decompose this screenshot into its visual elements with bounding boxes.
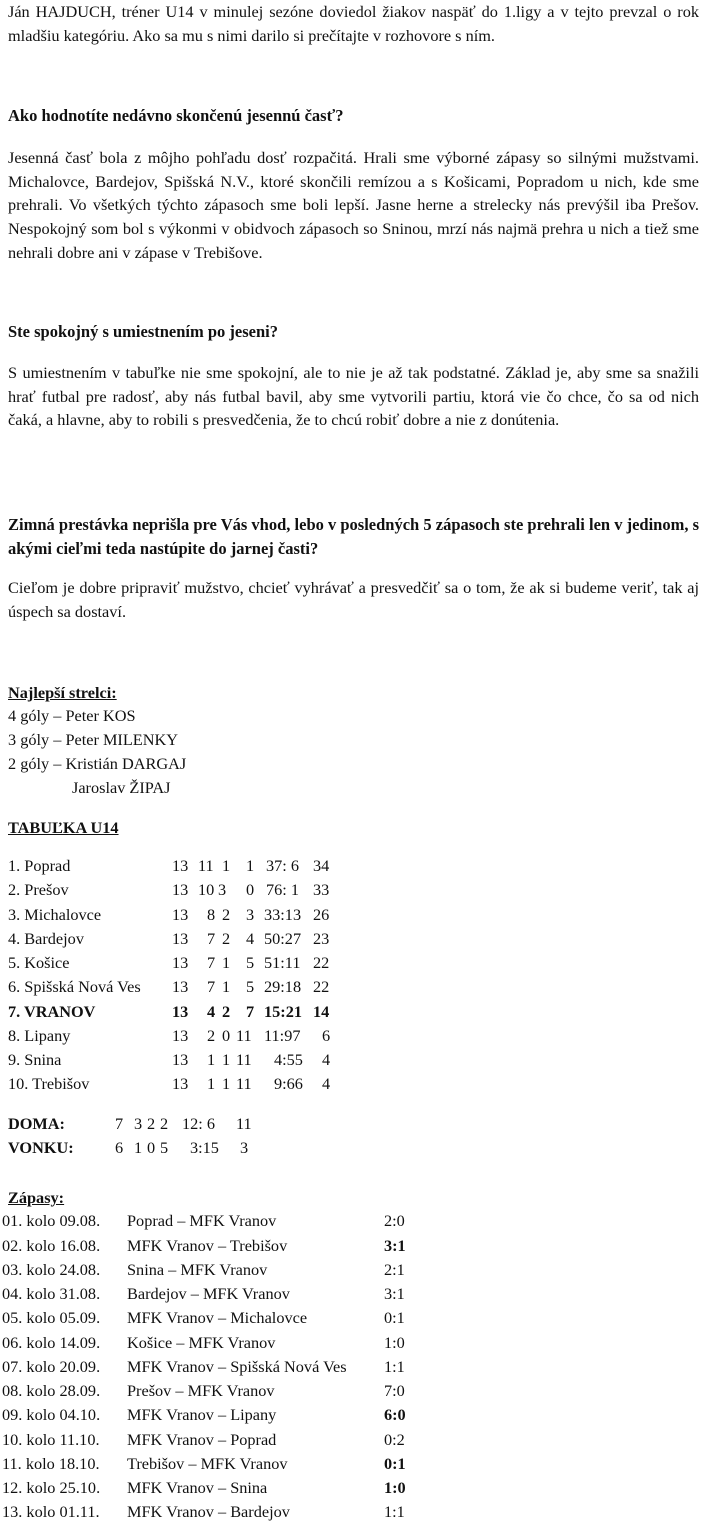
- points: 3: [240, 1138, 249, 1157]
- match-round: 12. kolo 25.10.: [2, 1478, 101, 1497]
- goal-score: 3:15: [190, 1138, 219, 1157]
- draws: 2: [147, 1114, 156, 1133]
- goal-score: 12: 6: [182, 1114, 216, 1133]
- team-name: 10. Trebišov: [8, 1074, 90, 1093]
- draws: 2: [222, 929, 231, 948]
- match-fixture: MFK Vranov – Trebišov: [127, 1236, 288, 1255]
- away-label: VONKU:: [8, 1138, 74, 1157]
- wins: 1: [207, 1050, 216, 1069]
- answer-1: Jesenná časť bola z môjho pohľadu dosť rozpačitá. Hrali sme výborné zápasy so silnými mužstvami. Michalovce, Bardejov, Spišská N.V., ktoré skončili remízou a s Košicami, Popradom u nich, kde sme prehrali. Vo všetkých týchto zápasoch sme boli lepší. Jasne herne a strelecky nás prevýšil iba Prešov. Nespokojný som bol s výkonmi v obidvoch zápasoch so Sninou, mrzí nás najmä prehra u nich a tiež sme nehrali dobre ani v zápase v Trebišove.: [8, 148, 699, 262]
- table-title: TABUĽKA U14: [8, 818, 119, 837]
- match-round: 05. kolo 05.09.: [2, 1308, 101, 1327]
- losses: 5: [246, 953, 255, 972]
- draws: 0: [147, 1138, 156, 1157]
- draws: 1: [222, 953, 231, 972]
- games-played: 13: [172, 1074, 189, 1093]
- scorer-line: Jaroslav ŽIPAJ: [72, 778, 171, 797]
- team-name: 1. Poprad: [8, 856, 71, 875]
- scorer-line: 2 góly – Kristián DARGAJ: [8, 754, 187, 773]
- draws: 1: [222, 1074, 231, 1093]
- match-result: 0:1: [384, 1454, 406, 1473]
- wins: 11: [198, 856, 214, 875]
- match-round: 08. kolo 28.09.: [2, 1381, 101, 1400]
- points: 22: [313, 953, 330, 972]
- losses: 5: [160, 1138, 169, 1157]
- wins: 7: [207, 953, 216, 972]
- match-round: 07. kolo 20.09.: [2, 1357, 101, 1376]
- match-round: 01. kolo 09.08.: [2, 1211, 101, 1230]
- goal-score: 4:55: [274, 1050, 303, 1069]
- draws: 0: [222, 1026, 231, 1045]
- scorers-title: Najlepší strelci:: [8, 683, 117, 702]
- match-fixture: Košice – MFK Vranov: [127, 1333, 276, 1352]
- losses: 4: [246, 929, 255, 948]
- team-name: 5. Košice: [8, 953, 70, 972]
- games-played: 6: [115, 1138, 124, 1157]
- goal-score: 15:21: [264, 1002, 302, 1021]
- losses: 5: [246, 977, 255, 996]
- team-name: 8. Lipany: [8, 1026, 71, 1045]
- draws: 1: [222, 1050, 231, 1069]
- games-played: 13: [172, 953, 189, 972]
- match-result: 0:2: [384, 1430, 405, 1449]
- goal-score: 29:18: [264, 977, 302, 996]
- wins: 3: [134, 1114, 143, 1133]
- points: 4: [322, 1050, 331, 1069]
- points: 34: [313, 856, 330, 875]
- match-fixture: Poprad – MFK Vranov: [127, 1211, 277, 1230]
- team-name: 9. Snina: [8, 1050, 62, 1069]
- match-fixture: Prešov – MFK Vranov: [127, 1381, 275, 1400]
- match-fixture: Trebišov – MFK Vranov: [127, 1454, 288, 1473]
- question-2: Ste spokojný s umiestnením po jeseni?: [8, 322, 278, 341]
- match-round: 03. kolo 24.08.: [2, 1260, 101, 1279]
- team-name: 6. Spišská Nová Ves: [8, 977, 141, 996]
- home-label: DOMA:: [8, 1114, 65, 1133]
- goal-score: 37: 6: [266, 856, 300, 875]
- wins: 10: [198, 880, 215, 899]
- games-played: 13: [172, 856, 189, 875]
- goal-score: 11:97: [264, 1026, 301, 1045]
- match-round: 06. kolo 14.09.: [2, 1333, 101, 1352]
- match-result: 3:1: [384, 1236, 406, 1255]
- team-name: 3. Michalovce: [8, 905, 102, 924]
- answer-2: S umiestnením v tabuľke nie sme spokojní, ale to nie je až tak podstatné. Základ je, aby sme sa snažili hrať futbal pre radosť, aby nás futbal bavil, aby sme vytvorili partiu, ktorá vie čo chce, čo sa od nich čaká, a hlavne, aby to robili s presvedčenia, že to chcú robiť dobre a nie z donútenia.: [8, 363, 699, 430]
- losses: 7: [246, 1002, 255, 1021]
- wins: 7: [207, 929, 216, 948]
- losses: 11: [236, 1050, 252, 1069]
- wins: 8: [207, 905, 216, 924]
- games-played: 13: [172, 1050, 189, 1069]
- match-round: 10. kolo 11.10.: [2, 1430, 100, 1449]
- draws: 3: [218, 880, 227, 899]
- match-fixture: MFK Vranov – Spišská Nová Ves: [127, 1357, 347, 1376]
- wins: 1: [134, 1138, 143, 1157]
- games-played: 13: [172, 977, 189, 996]
- match-result: 1:1: [384, 1357, 405, 1376]
- games-played: 13: [172, 905, 189, 924]
- points: 6: [322, 1026, 331, 1045]
- goal-score: 50:27: [264, 929, 302, 948]
- draws: 1: [222, 856, 231, 875]
- match-round: 02. kolo 16.08.: [2, 1236, 101, 1255]
- match-result: 2:0: [384, 1211, 405, 1230]
- match-result: 6:0: [384, 1405, 406, 1424]
- match-result: 7:0: [384, 1381, 405, 1400]
- match-result: 2:1: [384, 1260, 405, 1279]
- question-1: Ako hodnotíte nedávno skončenú jesennú časť?: [8, 106, 344, 125]
- goal-score: 51:11: [264, 953, 301, 972]
- answer-3: Cieľom je dobre pripraviť mužstvo, chcieť vyhrávať a presvedčiť sa o tom, že ak si budeme veriť, tak aj úspech sa dostaví.: [8, 578, 699, 621]
- match-result: 1:1: [384, 1502, 405, 1521]
- games-played: 13: [172, 929, 189, 948]
- match-result: 1:0: [384, 1478, 406, 1497]
- goal-score: 33:13: [264, 905, 302, 924]
- scorer-line: 4 góly – Peter KOS: [8, 706, 136, 725]
- question-3: Zimná prestávka neprišla pre Vás vhod, lebo v posledných 5 zápasoch ste prehrali len v jedinom, s akými cieľmi teda nastúpite do jarnej časti?: [8, 515, 699, 558]
- match-result: 3:1: [384, 1284, 405, 1303]
- wins: 4: [207, 1002, 216, 1021]
- draws: 2: [222, 1002, 231, 1021]
- match-round: 04. kolo 31.08.: [2, 1284, 101, 1303]
- points: 14: [313, 1002, 330, 1021]
- team-name: 7. VRANOV: [8, 1002, 96, 1021]
- points: 33: [313, 880, 330, 899]
- draws: 2: [222, 905, 231, 924]
- points: 11: [236, 1114, 252, 1133]
- match-fixture: Bardejov – MFK Vranov: [127, 1284, 290, 1303]
- match-fixture: MFK Vranov – Poprad: [127, 1430, 277, 1449]
- draws: 1: [222, 977, 231, 996]
- match-fixture: MFK Vranov – Bardejov: [127, 1502, 290, 1521]
- intro-paragraph: Ján HAJDUCH, tréner U14 v minulej sezóne doviedol žiakov naspäť do 1.ligy a v tejto prevzal o rok mladšiu kategóriu. Ako sa mu s nimi darilo si prečítajte v rozhovore s ním.: [8, 2, 699, 45]
- team-name: 4. Bardejov: [8, 929, 84, 948]
- match-fixture: MFK Vranov – Lipany: [127, 1405, 277, 1424]
- losses: 0: [246, 880, 255, 899]
- goal-score: 9:66: [274, 1074, 303, 1093]
- wins: 2: [207, 1026, 216, 1045]
- points: 26: [313, 905, 330, 924]
- match-result: 0:1: [384, 1308, 405, 1327]
- goal-score: 76: 1: [266, 880, 300, 899]
- points: 22: [313, 977, 330, 996]
- losses: 1: [246, 856, 255, 875]
- losses: 11: [236, 1074, 252, 1093]
- wins: 7: [207, 977, 216, 996]
- matches-title: Zápasy:: [8, 1188, 65, 1207]
- match-round: 13. kolo 01.11.: [2, 1502, 100, 1521]
- losses: 3: [246, 905, 255, 924]
- team-name: 2. Prešov: [8, 880, 69, 899]
- losses: 11: [236, 1026, 252, 1045]
- games-played: 13: [172, 880, 189, 899]
- scorer-line: 3 góly – Peter MILENKY: [8, 730, 179, 749]
- match-round: 09. kolo 04.10.: [2, 1405, 101, 1424]
- match-fixture: MFK Vranov – Michalovce: [127, 1308, 308, 1327]
- games-played: 13: [172, 1002, 189, 1021]
- games-played: 13: [172, 1026, 189, 1045]
- match-result: 1:0: [384, 1333, 405, 1352]
- match-round: 11. kolo 18.10.: [2, 1454, 100, 1473]
- losses: 2: [160, 1114, 169, 1133]
- games-played: 7: [115, 1114, 124, 1133]
- match-fixture: MFK Vranov – Snina: [127, 1478, 268, 1497]
- match-fixture: Snina – MFK Vranov: [127, 1260, 268, 1279]
- points: 4: [322, 1074, 331, 1093]
- points: 23: [313, 929, 330, 948]
- wins: 1: [207, 1074, 216, 1093]
